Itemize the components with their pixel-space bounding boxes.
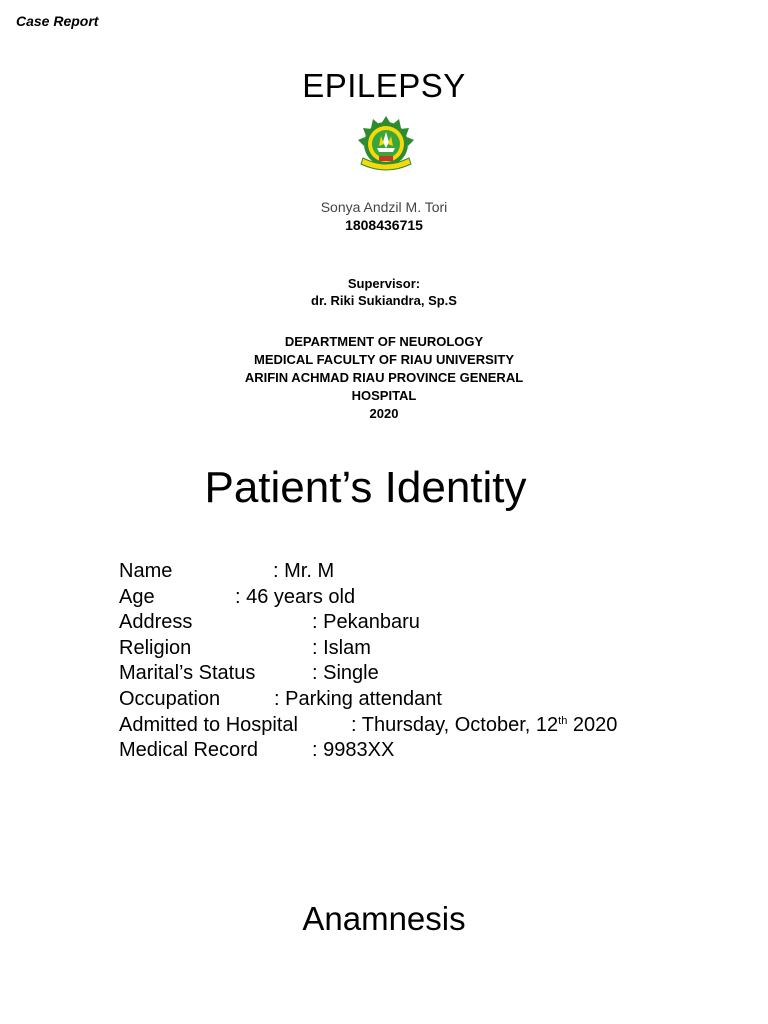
supervisor-name: dr. Riki Sukiandra, Sp.S	[311, 293, 457, 308]
hospital-name-line1: ARIFIN ACHMAD RIAU PROVINCE GENERAL	[244, 370, 524, 385]
hospital-name-line2: HOSPITAL	[351, 388, 417, 403]
admitted-date-prefix: : Thursday, October, 12	[351, 713, 559, 736]
report-year: 2020	[369, 406, 399, 421]
identity-value: : Mr. M	[273, 560, 335, 582]
identity-value: : Pekanbaru	[312, 611, 420, 634]
identity-label: Age	[119, 585, 155, 608]
supervisor-label: Supervisor:	[347, 276, 421, 291]
identity-value: : 9983XX	[312, 739, 395, 762]
author-id: 1808436715	[345, 217, 423, 233]
university-crest-icon	[355, 114, 417, 176]
identity-label: Religion	[119, 636, 192, 659]
patient-identity-heading: Patient’s Identity	[204, 463, 527, 512]
identity-value: : Islam	[312, 636, 371, 659]
identity-value: : 46 years old	[235, 585, 356, 608]
document-title: EPILEPSY	[302, 67, 466, 104]
faculty-name: MEDICAL FACULTY OF RIAU UNIVERSITY	[253, 352, 514, 367]
identity-label: Occupation	[119, 687, 221, 710]
anamnesis-heading: Anamnesis	[302, 900, 466, 937]
identity-label: Name	[119, 560, 173, 582]
identity-label: Admitted to Hospital	[119, 713, 298, 736]
identity-value	[351, 713, 617, 739]
department-name: DEPARTMENT OF NEUROLOGY	[284, 334, 484, 349]
admitted-date-year: 2020	[567, 713, 618, 736]
identity-value: : Parking attendant	[274, 687, 442, 710]
case-report-label: Case Report	[16, 13, 99, 29]
identity-label: Marital’s Status	[119, 662, 256, 685]
identity-label: Medical Record	[119, 739, 258, 762]
admitted-date-ordinal: th	[558, 714, 568, 727]
identity-value: : Single	[312, 662, 379, 685]
identity-label: Address	[119, 611, 193, 634]
author-name: Sonya Andzil M. Tori	[320, 199, 448, 215]
